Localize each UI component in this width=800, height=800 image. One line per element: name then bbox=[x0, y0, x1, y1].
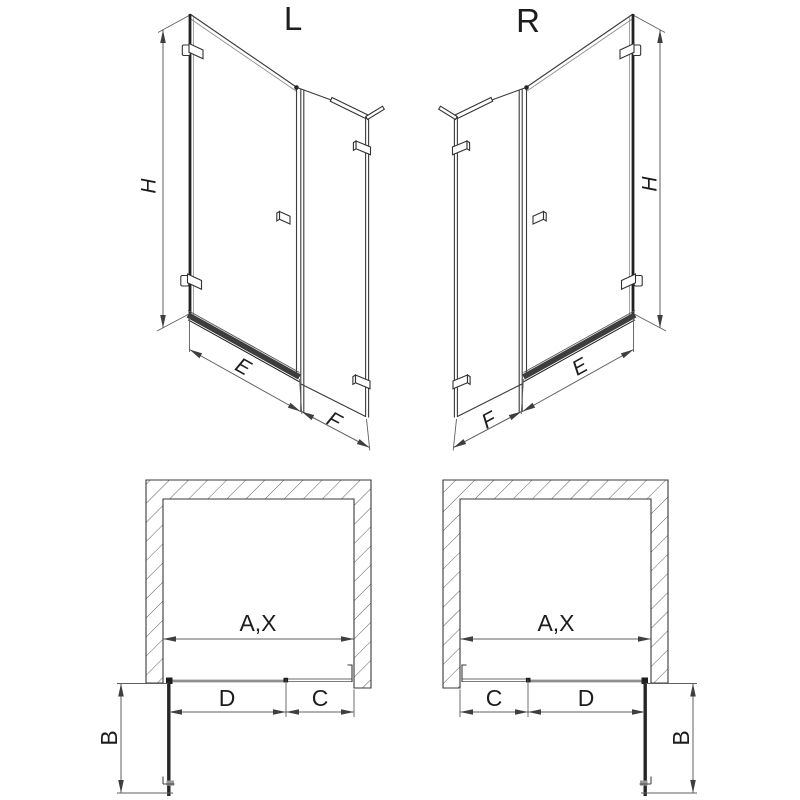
dim-label-c-right-plan: C bbox=[485, 685, 503, 711]
dim-label-e-right: E bbox=[568, 353, 592, 381]
dim-label-f-left: F bbox=[322, 407, 346, 434]
dim-label-e-left: E bbox=[231, 353, 255, 381]
plan-view-left bbox=[96, 480, 371, 796]
dim-label-d-left-plan: D bbox=[218, 685, 236, 711]
plan-view-right bbox=[443, 480, 697, 796]
perspective-view-right bbox=[439, 2, 666, 451]
perspective-left-drawing bbox=[157, 14, 384, 451]
perspective-view-left bbox=[138, 0, 385, 451]
view-title-right: R bbox=[516, 2, 540, 39]
dim-label-h-left: H bbox=[137, 178, 161, 194]
wall-section-left-plan bbox=[146, 480, 371, 688]
dim-label-d-right-plan: D bbox=[577, 685, 595, 711]
dim-label-c-left-plan: C bbox=[311, 685, 329, 711]
dim-label-ax-right-plan: A,X bbox=[537, 610, 575, 636]
dim-label-b-left-plan: B bbox=[96, 730, 122, 746]
dim-label-f-right: F bbox=[477, 407, 501, 434]
view-title-left: L bbox=[283, 0, 303, 37]
dim-label-b-right-plan: B bbox=[668, 730, 694, 746]
dim-label-h-right: H bbox=[638, 176, 662, 192]
dim-label-ax-left-plan: A,X bbox=[239, 610, 277, 636]
wall-section-right-plan bbox=[443, 480, 668, 688]
perspective-right-drawing bbox=[439, 14, 666, 451]
